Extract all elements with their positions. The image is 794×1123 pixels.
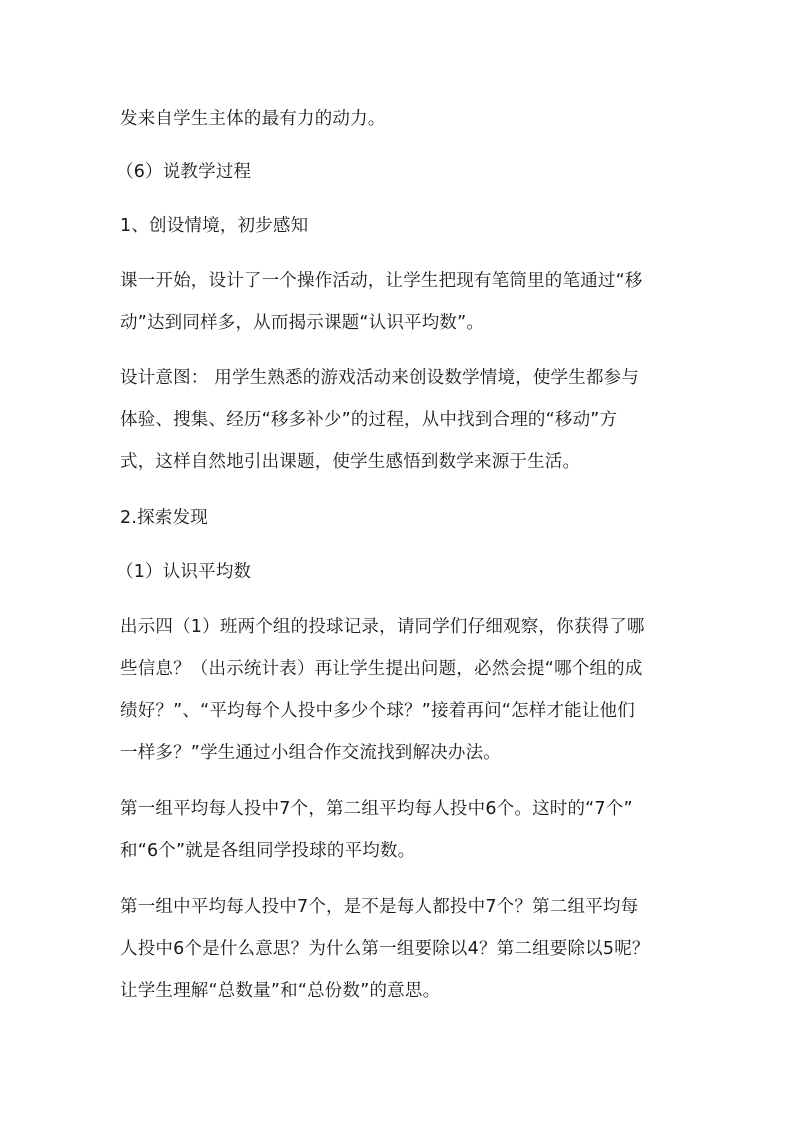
paragraph-line: 人投中6个是什么意思？为什么第一组要除以4？第二组要除以5呢？ (120, 939, 650, 959)
paragraph-line: 和“6个”就是各组同学投球的平均数。 (120, 841, 416, 861)
section-heading: （1）认识平均数 (116, 562, 252, 582)
paragraph-line: 出示四（1）班两个组的投球记录，请同学们仔细观察，你获得了哪 (120, 617, 645, 637)
paragraph-line: 动”达到同样多，从而揭示课题“认识平均数”。 (120, 313, 485, 333)
paragraph-line: 课一开始，设计了一个操作活动，让学生把现有笔筒里的笔通过“移 (120, 271, 643, 291)
paragraph-line: 一样多？”学生通过小组合作交流找到解决办法。 (120, 743, 501, 763)
step-heading: 1、创设情境，初步感知 (120, 216, 309, 236)
step-heading: 2.探索发现 (120, 508, 208, 528)
paragraph-line: 式，这样自然地引出课题，使学生感悟到数学来源于生活。 (120, 452, 581, 472)
section-heading: （6）说教学过程 (116, 162, 252, 182)
paragraph-line: 设计意图： 用学生熟悉的游戏活动来创设数学情境，使学生都参与 (120, 368, 640, 388)
paragraph-line: 体验、搜集、经历“移多补少”的过程，从中找到合理的“移动”方 (120, 410, 618, 430)
paragraph-line: 第一组中平均每人投中7个，是不是每人都投中7个？第二组平均每 (120, 897, 639, 917)
paragraph-line: 第一组平均每人投中7个，第二组平均每人投中6个。这时的“7个” (120, 799, 633, 819)
paragraph-line: 发来自学生主体的最有力的动力。 (120, 109, 386, 129)
paragraph-line: 些信息？（出示统计表）再让学生提出问题，必然会提“哪个组的成 (120, 659, 643, 679)
paragraph-line: 绩好？”、“平均每个人投中多少个球？”接着再问“怎样才能让他们 (120, 701, 635, 721)
paragraph-line: 让学生理解“总数量”和“总份数”的意思。 (120, 981, 441, 1001)
